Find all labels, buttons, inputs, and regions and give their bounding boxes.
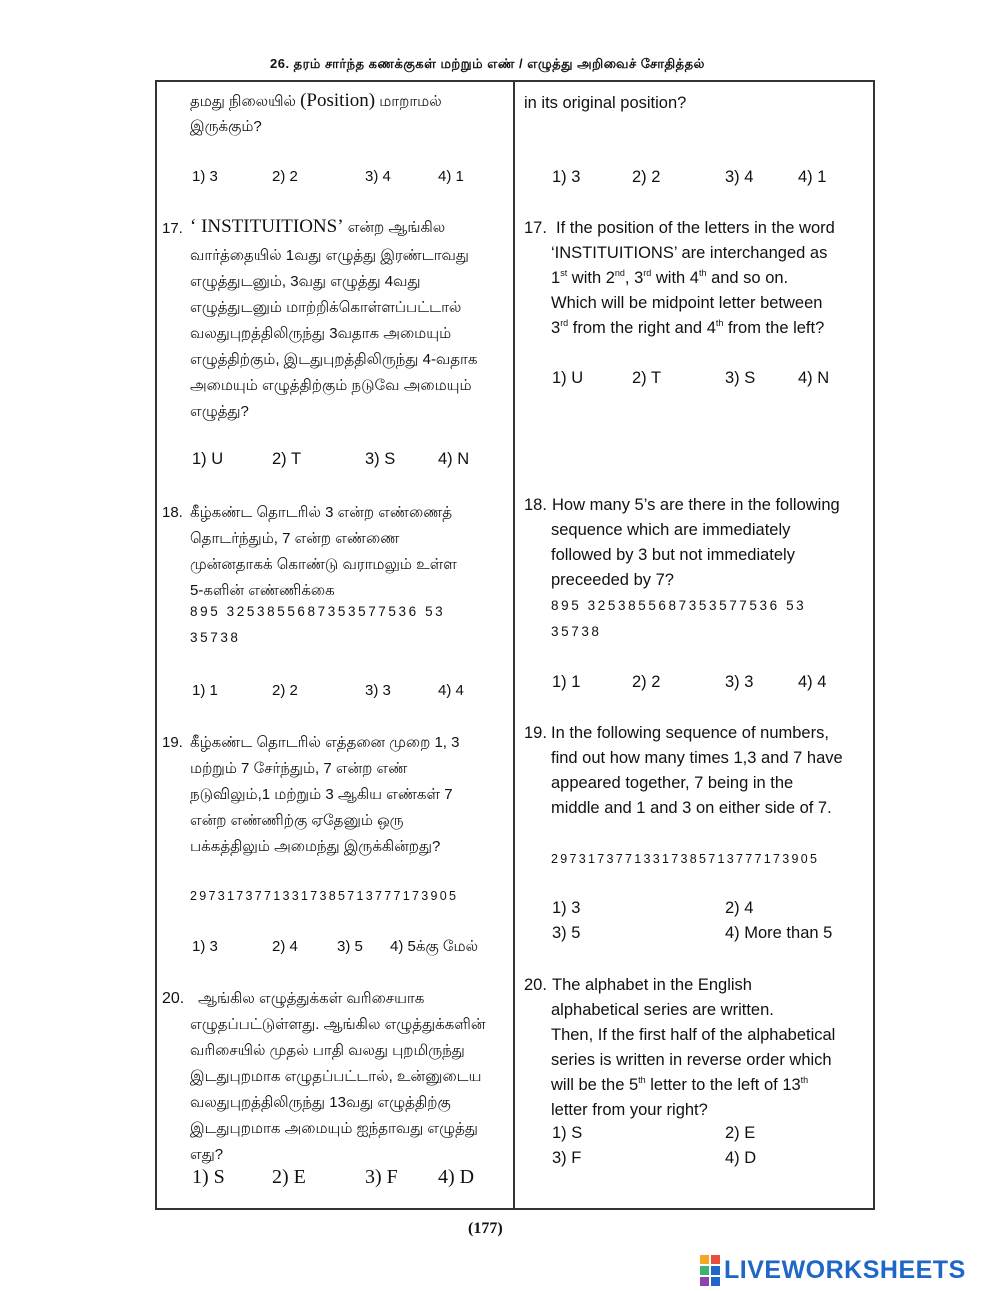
q20-ta-number: 20. [162, 990, 185, 1007]
q17-en-number: 17. [524, 219, 547, 237]
q20-ta-option-3[interactable]: 3) F [365, 1166, 398, 1188]
q20-ta-line6: இடதுபுறமாக அமையும் ஐந்தாவது எழுத்து [190, 1120, 478, 1137]
q20-en-line4: series is written in reverse order which [551, 1051, 832, 1069]
q19-ta-line5: பக்கத்திலும் அமைந்து இருக்கின்றது? [190, 838, 441, 855]
q18-ta-option-4[interactable]: 4) 4 [438, 682, 464, 699]
q16-en-option-1[interactable]: 1) 3 [552, 168, 581, 186]
q16-en-line1: in its original position? [524, 94, 687, 112]
q20-en-option-4[interactable]: 4) D [725, 1149, 757, 1167]
q17-ta-option-2[interactable]: 2) T [272, 450, 302, 468]
q19-ta-option-2[interactable]: 2) 4 [272, 938, 298, 955]
q17-ta-option-3[interactable]: 3) S [365, 450, 396, 468]
q20-ta-line1: ஆங்கில எழுத்துக்கள் வரிசையாக [198, 990, 425, 1007]
q17-ta-option-4[interactable]: 4) N [438, 450, 470, 468]
q18-en-option-4[interactable]: 4) 4 [798, 673, 827, 691]
q18-ta-line4: 5-களின் எண்ணிக்கை [190, 582, 335, 599]
q19-ta-number: 19. [162, 734, 183, 751]
q20-ta-line7: எது? [190, 1146, 224, 1163]
q20-ta-line3: வரிசையில் முதல் பாதி வலது புறமிருந்து [190, 1042, 465, 1059]
q20-en-line5: will be the 5th letter to the left of 13th [551, 1075, 809, 1094]
q16-ta-option-2[interactable]: 2) 2 [272, 168, 298, 185]
q18-ta-line2: தொடர்ந்தும், 7 என்ற எண்ணை [190, 530, 400, 547]
q20-en-line1: The alphabet in the English [552, 976, 752, 994]
q16-en-option-2[interactable]: 2) 2 [632, 168, 661, 186]
q17-en-option-4[interactable]: 4) N [798, 369, 830, 387]
q20-en-line6: letter from your right? [551, 1101, 708, 1119]
page-number: (177) [468, 1220, 503, 1237]
q16-ta-option-1[interactable]: 1) 3 [192, 168, 218, 185]
q18-en-number: 18. [524, 496, 547, 514]
q17-en-line5: 3rd from the right and 4th from the left? [551, 318, 825, 337]
q19-ta-line4: என்ற எண்ணிற்கு ஏதேனும் ஒரு [190, 812, 404, 829]
logo-blocks-icon [700, 1255, 720, 1286]
q18-en-option-3[interactable]: 3) 3 [725, 673, 754, 691]
q17-ta-line7: அமையும் எழுத்திற்கும் நடுவே அமையும் [190, 377, 472, 394]
q18-en-line4: preceeded by 7? [551, 571, 674, 589]
q20-ta-option-1[interactable]: 1) S [192, 1166, 225, 1188]
q19-ta-line3: நடுவிலும்,1 மற்றும் 3 ஆகிய எண்கள் 7 [190, 786, 453, 803]
q18-en-option-2[interactable]: 2) 2 [632, 673, 661, 691]
q17-ta-line8: எழுத்து? [190, 403, 249, 420]
q17-en-option-1[interactable]: 1) U [552, 369, 584, 387]
q17-ta-line3: எழுத்துடனும், 3வது எழுத்து 4வது [190, 273, 421, 290]
q19-en-number: 19. [524, 724, 547, 742]
q17-en-option-2[interactable]: 2) T [632, 369, 662, 387]
column-divider [513, 80, 515, 1210]
q20-en-option-2[interactable]: 2) E [725, 1124, 756, 1142]
q19-ta-option-3[interactable]: 3) 5 [337, 938, 363, 955]
q18-ta-line3: முன்னதாகக் கொண்டு வராமலும் உள்ள [190, 556, 457, 573]
q20-en-line2: alphabetical series are written. [551, 1001, 774, 1019]
q17-en-line3: 1st with 2nd, 3rd with 4th and so on. [551, 268, 789, 287]
liveworksheets-logo[interactable] [700, 1255, 966, 1286]
q20-ta-option-2[interactable]: 2) E [272, 1166, 306, 1188]
logo-text: LIVEWORKSHEETS [724, 1256, 966, 1284]
q20-ta-line2: எழுதப்பட்டுள்ளது. ஆங்கில எழுத்துக்களின் [190, 1016, 486, 1033]
q20-ta-line4: இடதுபுறமாக எழுதப்பட்டால், உன்னுடைய [190, 1068, 482, 1085]
q19-en-option-3[interactable]: 3) 5 [552, 924, 581, 942]
q17-en-line2: ‘INSTITUITIONS’ are interchanged as [551, 244, 828, 262]
q20-en-number: 20. [524, 976, 547, 994]
q19-en-line2: find out how many times 1,3 and 7 have [551, 749, 843, 767]
q19-en-option-4[interactable]: 4) More than 5 [725, 924, 833, 942]
q17-en-line4: Which will be midpoint letter between [551, 294, 823, 312]
q19-ta-sequence: 29731737713317385713777173905 [190, 889, 459, 903]
q18-ta-option-2[interactable]: 2) 2 [272, 682, 298, 699]
q17-ta-line4: எழுத்துடனும் மாற்றிக்கொள்ளப்பட்டால் [190, 299, 462, 316]
q17-ta-option-1[interactable]: 1) U [192, 450, 224, 468]
q18-ta-sequence-1: 895 3253855687353577536 53 [190, 604, 446, 619]
q18-en-line1: How many 5’s are there in the following [552, 496, 840, 514]
q16-en-option-3[interactable]: 3) 4 [725, 168, 754, 186]
q18-en-sequence-2: 35738 [551, 624, 602, 639]
q18-ta-line1: கீழ்கண்ட தொடரில் 3 என்ற எண்ணைத் [190, 504, 453, 521]
q19-en-line1: In the following sequence of numbers, [551, 724, 829, 742]
q18-en-line2: sequence which are immediately [551, 521, 791, 539]
q19-ta-line2: மற்றும் 7 சேர்ந்தும், 7 என்ற எண் [190, 760, 408, 777]
q20-ta-option-4[interactable]: 4) D [438, 1166, 475, 1188]
q19-en-line4: middle and 1 and 3 on either side of 7. [551, 799, 832, 817]
q19-ta-line1: கீழ்கண்ட தொடரில் எத்தனை முறை 1, 3 [190, 734, 460, 751]
q17-ta-line6: எழுத்திற்கும், இடதுபுறத்திலிருந்து 4-வதாக [190, 351, 478, 368]
q16-en-option-4[interactable]: 4) 1 [798, 168, 827, 186]
q16-ta-line1: தமது நிலையில் (Position) மாறாமல் [190, 90, 442, 111]
q17-en-line1: If the position of the letters in the word [556, 219, 835, 237]
q18-ta-option-1[interactable]: 1) 1 [192, 682, 218, 699]
q20-en-option-1[interactable]: 1) S [552, 1124, 583, 1142]
q19-ta-option-4[interactable]: 4) 5க்கு மேல் [390, 938, 479, 955]
q20-en-option-3[interactable]: 3) F [552, 1149, 582, 1167]
q19-en-sequence: 29731737713317385713777173905 [551, 852, 820, 866]
q17-ta-line1: ‘ INSTITUITIONS’ என்ற ஆங்கில [190, 216, 446, 237]
q18-ta-option-3[interactable]: 3) 3 [365, 682, 391, 699]
q20-ta-line5: வலதுபுறத்திலிருந்து 13வது எழுத்திற்கு [190, 1094, 451, 1111]
q18-en-sequence-1: 895 3253855687353577536 53 [551, 598, 807, 613]
q16-ta-option-4[interactable]: 4) 1 [438, 168, 464, 185]
q18-en-option-1[interactable]: 1) 1 [552, 673, 581, 691]
q18-ta-sequence-2: 35738 [190, 630, 241, 645]
q17-en-option-3[interactable]: 3) S [725, 369, 756, 387]
q17-ta-number: 17. [162, 220, 183, 237]
q17-ta-line5: வலதுபுறத்திலிருந்து 3வதாக அமையும் [190, 325, 452, 342]
q20-en-line3: Then, If the first half of the alphabetical [551, 1026, 836, 1044]
q19-en-option-1[interactable]: 1) 3 [552, 899, 581, 917]
q18-en-line3: followed by 3 but not immediately [551, 546, 795, 564]
q16-ta-line2: இருக்கும்? [190, 118, 262, 135]
q19-ta-option-1[interactable]: 1) 3 [192, 938, 218, 955]
q16-ta-option-3[interactable]: 3) 4 [365, 168, 391, 185]
page-header: 26. தரம் சார்ந்த கணக்குகள் மற்றும் எண் / எழுத்து அறிவைச் சோதித்தல் [270, 56, 705, 71]
q17-ta-line2: வார்த்தையில் 1வது எழுத்து இரண்டாவது [190, 247, 469, 264]
q18-ta-number: 18. [162, 504, 183, 521]
q19-en-line3: appeared together, 7 being in the [551, 774, 794, 792]
q19-en-option-2[interactable]: 2) 4 [725, 899, 754, 917]
